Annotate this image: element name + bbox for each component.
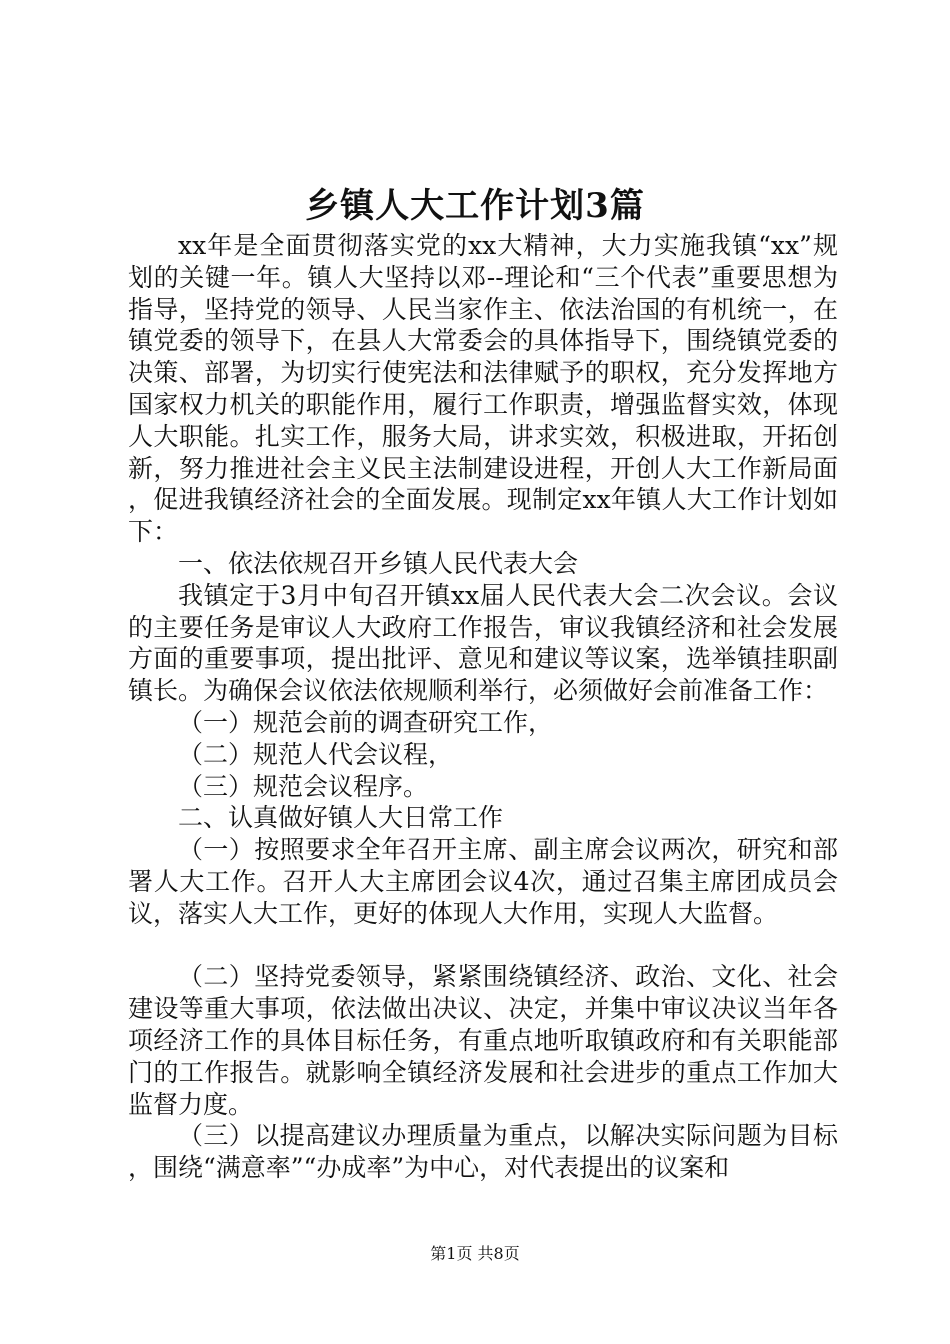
list-item-agenda: （二）规范人代会议程， <box>178 739 454 769</box>
document-title: 乡镇人大工作计划3篇 <box>305 186 645 226</box>
list-item-research: （一）规范会前的调查研究工作， <box>178 707 554 737</box>
page-number: 第1页 共8页 <box>430 1244 520 1263</box>
document-body <box>128 230 838 1184</box>
section-heading-2: 二、认真做好镇人大日常工作 <box>178 803 504 833</box>
paragraph-party-leadership: （二）坚持党委领导，紧紧围绕镇经济、政治、文化、社会建设等重大事项，依法做出决议、决定，并集中审议决议当年各项经济工作的具体目标任务，有重点地听取镇政府和有关职能部门的工作报告。就影响全镇经济发展和社会进步的重点工作加大监督力度。 <box>128 962 838 1119</box>
list-item-procedure: （三）规范会议程序。 <box>178 771 429 801</box>
paragraph-meetings: （一）按照要求全年召开主席、副主席会议两次，研究和部署人大工作。召开人大主席团会议4次，通过召集主席团成员会议，落实人大工作，更好的体现人大作用，实现人大监督。 <box>128 835 838 928</box>
paragraph-intro: xx年是全面贯彻落实党的xx大精神，大力实施我镇“xx”规划的关键一年。镇人大坚持以邓--理论和“三个代表”重要思想为指导，坚持党的领导、人民当家作主、依法治国的有机统一，在镇党委的领导下，在县人大常委会的具体指导下，围绕镇党委的决策、部署，为切实行使宪法和法律赋予的职权，充分发挥地方国家权力机关的职能作用，履行工作职责，增强监督实效，体现人大职能。扎实工作，服务大局，讲求实效，积极进取，开拓创新，努力推进社会主义民主法制建设进程，开创人大工作新局面，促进我镇经济社会的全面发展。现制定xx年镇人大工作计划如下： <box>128 231 838 547</box>
paragraph-congress-meeting: 我镇定于3月中旬召开镇xx届人民代表大会二次会议。会议的主要任务是审议人大政府工作报告，审议我镇经济和社会发展方面的重要事项，提出批评、意见和建议等议案，选举镇挂职副镇长。为确保会议依法依规顺利举行，必须做好会前准备工作： <box>128 580 838 706</box>
section-heading-1: 一、依法依规召开乡镇人民代表大会 <box>178 548 579 578</box>
paragraph-suggestions: （三）以提高建议办理质量为重点，以解决实际问题为目标，围绕“满意率”“办成率”为中心，对代表提出的议案和 <box>128 1121 838 1183</box>
